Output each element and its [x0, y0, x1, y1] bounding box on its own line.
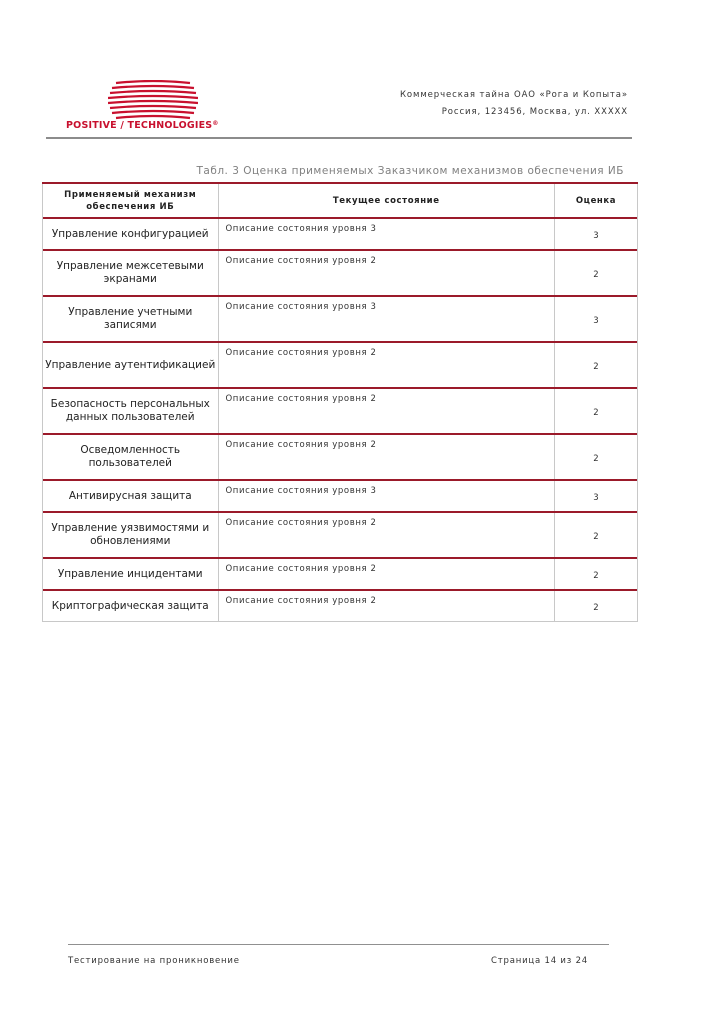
mechanism-cell: Управление инцидентами: [43, 559, 219, 589]
table-row: [43, 297, 638, 341]
table-row: [43, 513, 638, 557]
score-cell: 2: [593, 532, 599, 542]
logo-stripes-icon: [108, 80, 198, 120]
table-row: [43, 591, 638, 622]
table-row: [43, 219, 638, 249]
state-cell: Описание состояния уровня 3: [218, 481, 554, 511]
mechanism-cell: Безопасность персональных данных пользователей: [43, 389, 219, 433]
company-logo: [66, 80, 236, 140]
table-row: [43, 435, 638, 479]
score-cell: 2: [593, 571, 599, 581]
table-row: [43, 343, 638, 387]
score-cell: 3: [593, 231, 599, 241]
score-cell: 2: [593, 408, 599, 418]
score-cell: 2: [593, 454, 599, 464]
table-row: [43, 251, 638, 295]
state-cell: Описание состояния уровня 2: [218, 251, 554, 295]
header-info: [400, 87, 628, 121]
score-cell: 2: [593, 603, 599, 613]
mechanism-cell: Осведомленность пользователей: [43, 435, 219, 479]
assessment-table: [42, 182, 638, 622]
score-cell: 2: [593, 270, 599, 280]
state-cell: Описание состояния уровня 2: [218, 389, 554, 433]
header-mechanism: Применяемый механизм обеспечения ИБ: [43, 183, 219, 217]
score-cell: 3: [593, 493, 599, 503]
score-cell: 2: [593, 362, 599, 372]
header-score: Оценка: [575, 195, 617, 206]
state-cell: Описание состояния уровня 3: [218, 297, 554, 341]
state-cell: Описание состояния уровня 2: [218, 435, 554, 479]
mechanism-cell: Управление учетными записями: [43, 297, 219, 341]
header-divider: [46, 137, 632, 139]
footer-document-title: Тестирование на проникновение: [68, 956, 240, 966]
mechanism-cell: Криптографическая защита: [43, 591, 219, 622]
confidential-line: Коммерческая тайна ОАО «Рога и Копыта»: [399, 90, 628, 100]
mechanism-cell: Антивирусная защита: [43, 481, 219, 511]
footer-page-number: Страница 14 из 24: [491, 956, 588, 966]
table-row: [43, 481, 638, 511]
state-cell: Описание состояния уровня 2: [218, 343, 554, 387]
state-cell: Описание состояния уровня 2: [218, 559, 554, 589]
address-line: Россия, 123456, Москва, ул. XXXXX: [441, 107, 628, 117]
mechanism-cell: Управление конфигурацией: [43, 219, 219, 249]
table-row: [43, 559, 638, 589]
state-cell: Описание состояния уровня 2: [218, 513, 554, 557]
footer-divider: [68, 944, 609, 945]
header-state: Текущее состояние: [218, 183, 554, 217]
mechanism-cell: Управление межсетевыми экранами: [43, 251, 219, 295]
table-row: [43, 389, 638, 433]
state-cell: Описание состояния уровня 3: [218, 219, 554, 249]
mechanism-cell: Управление уязвимостями и обновлениями: [43, 513, 219, 557]
state-cell: Описание состояния уровня 2: [218, 591, 554, 622]
table-header-row: [43, 183, 638, 217]
mechanism-cell: Управление аутентификацией: [43, 343, 219, 387]
score-cell: 3: [593, 316, 599, 326]
logo-wordmark: POSITIVE / TECHNOLOGIES®: [66, 120, 219, 131]
table-caption: Табл. 3 Оценка применяемых Заказчиком механизмов обеспечения ИБ: [196, 165, 624, 177]
